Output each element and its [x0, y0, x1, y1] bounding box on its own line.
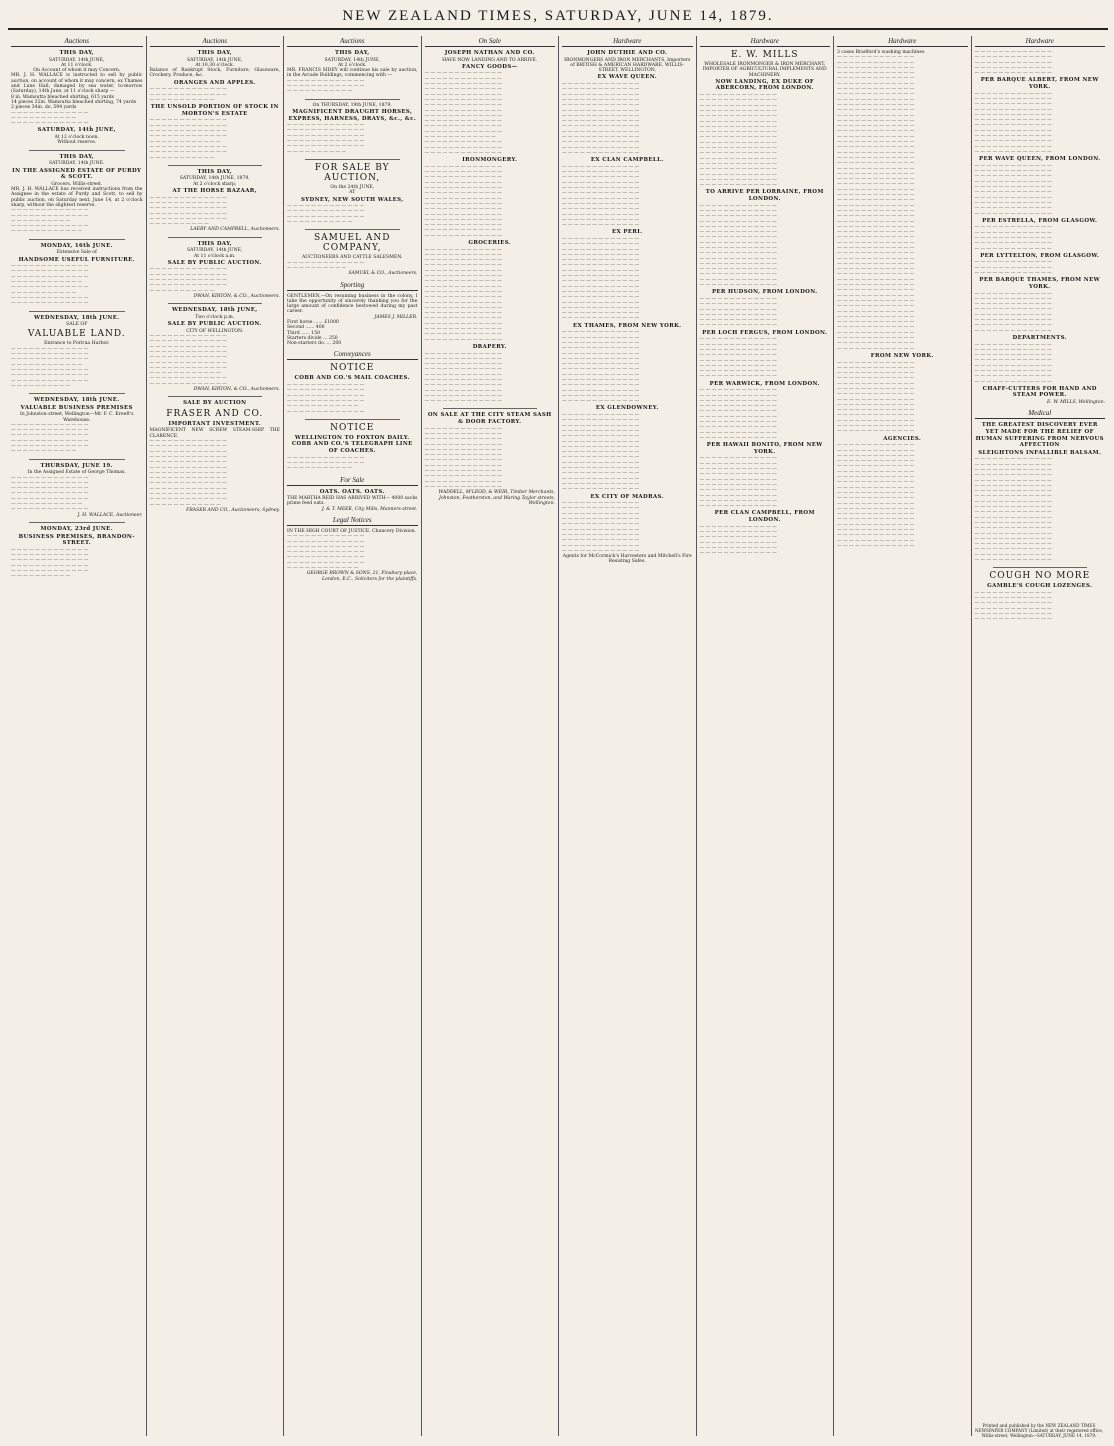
ad-line: On THURSDAY, 19th JUNE, 1879.: [312, 102, 392, 108]
text-filler: — — — — — — — — — — — — — — — — — — — — — — — — — — — — — — — — — — — — — — — — — — — — — — — — — — — — — — — — — — — — — — — — — — — — — — — — — — — — — —: [974, 590, 1052, 623]
text-filler: — — — — — — — — — — — — — — — — — — — — — — — — — — — — — — — — — — — — — — — — — — — — — — — — — — — — — — — — — — — — — — — — — — — — — — — — — — — — — — — — — — — — — — — — — — — — — — — — — — — — — — — — — — — — — — — — — — — — — — — — — — — — — — — — — — — — — — — — — — — — — — — — — — — — — — — — — — — — — — — — — — — — — — — — — — — — — — — — — — — — — — — — — — — — — — — — — — — — — — — — — — — — — — — —: [699, 203, 777, 289]
ad-line: 3 cases Bradford's washing machines: [837, 50, 925, 55]
ad-line: SATURDAY, 14th JUNE,: [187, 248, 243, 254]
divider: [168, 237, 263, 238]
ad-headline: NOTICE: [330, 363, 375, 374]
ad-line: SATURDAY, 14th JUNE.: [49, 161, 105, 167]
ad-wallace-shirting: [11, 50, 143, 146]
divider: [29, 393, 125, 394]
columns: [8, 36, 1108, 1436]
text-filler: — — — — — — — — — — — — — — — — — — — — — — — — — — — — — — — — — — — — — — — — — — — — — — — — — — — — — — — — — — — — — — — — — — — — — — — — — — — — — — — — — — — — — — — — — —: [11, 475, 89, 513]
ad-headline: SALE BY PUBLIC AUCTION.: [167, 321, 262, 328]
text-filler: — — — — — — — — — — — — — — — — — — — — — — — — — — — — — — — — — — — — — — — — — — — — — — — — — — — — — — — — — — — — — — — — — — — — — — — — — — — — — —: [699, 524, 777, 557]
divider: [29, 239, 125, 240]
ad-line: BUSINESS PREMISES, BRANDON-STREET.: [18, 533, 135, 547]
ad-line: PER BARQUE ALBERT, FROM NEW YORK.: [980, 77, 1099, 91]
ad-line: TO ARRIVE PER LORRAINE, FROM LONDON.: [705, 189, 824, 203]
text-filler: — — — — — — — — — — — — — — — — — — — — — — — — — — — — — — — — — — — — — — — — — — — — — — — — — — — — — — — — — — — — — — — — — — — — — — — — — — — — — — — — — — — — — — — — — — — — — — — — — — — — — — — — — — — — — — — — — — — — — — — — — — — — — — — — — — — — — — — — — — — — — — — — — — — — — — — — — — — — — — — — — — — — — — — — — — — — — — — — — — — — — —: [837, 360, 915, 435]
column-6: [696, 36, 834, 1436]
ad-purdy-scott: [11, 154, 143, 235]
ad-gamble: [975, 571, 1106, 622]
ad-headline: E. W. MILLS: [730, 50, 799, 60]
ad-horse-bazaar: [150, 169, 281, 233]
ad-cobb-mail: [287, 363, 418, 414]
section-head-on-sale: On Sale: [425, 37, 556, 47]
ad-line: At 12 o'clock noon.: [54, 135, 99, 141]
ad-line: CITY OF WELLINGTON.: [186, 328, 244, 334]
ad-body: GENTLEMEN,—On resuming business in the colony, I take the opportunity of sincerely thanking you for the large amount of confidence bestowed during my past career.: [287, 293, 418, 315]
ad-line: On the 24th JUNE,: [330, 184, 375, 190]
ad-item: 8 in. Wamsutta bleached shirting, 615 yards: [11, 94, 115, 100]
ad-foxton: [287, 423, 418, 472]
ad-line: AT THE HORSE BAZAAR,: [172, 188, 257, 195]
section-head-for-sale: For Sale: [287, 476, 418, 486]
ad-line: THIS DAY,: [197, 240, 233, 247]
ad-line: COBB AND CO.'S MAIL COACHES.: [294, 375, 410, 382]
ad-line: PER WARWICK, FROM LONDON.: [709, 380, 820, 387]
text-filler: — — — — — — — — — — — — — — — — — — — — — — — — — — — — — — — — — — — — — — — — — — — — — — — — — — — — — — — — — — — — — — — — — — — — — — — — — — — — — — — — — — — — — — — — — — — — — — — — — — — — — — — —: [974, 342, 1052, 385]
ad-body: MR. J. H. WALLACE is instructed to sell by public auction, on account of whom it may concern, ex Thames and Lune Hall, damaged by sea water, to-morrow (Saturday), 14th June, at 11 o'clock sharp —: [11, 73, 143, 95]
text-filler: — — — — — — — — — — — — — — — — — — — — — — — — — — — — — — — — — — — — — — — — — — — — — — — — — — — — — — — — — — — — — — — — — — — — — — — — — — — — — — — — — — — — — — — — — — — — — — — — — — — — — — — — — — — — — — — — — — — — — — — — — — — — — — — — — —: [699, 456, 777, 510]
ad-dwan-kirton-1: [150, 241, 281, 300]
ad-line: At 11 o'clock.: [60, 62, 93, 68]
ad-brandon-street: [11, 526, 143, 580]
ad-line: CHAFF-CUTTERS FOR HAND AND STEAM POWER.: [982, 385, 1097, 399]
divider: [29, 311, 125, 312]
text-filler: — — — — — — — — — — — — — — — — — — — — — — — — — — — — — — — — — — — — —: [287, 78, 365, 95]
ad-furniture: [11, 243, 143, 307]
ad-line: FANCY GOODS—: [462, 63, 518, 70]
ad-line: SALE OF: [66, 322, 88, 328]
section-head-auctions: Auctions: [150, 37, 281, 47]
ad-city-of-wellington: [150, 307, 281, 392]
ad-line: At 2 o'clock.: [337, 62, 367, 68]
ad-line: Grocers, Willis-street.: [51, 181, 103, 187]
ad-signature: GEORGE BROWN & SONS, 21, Finsbury-place, London, E.C., Solicitors for the plaintiffs.: [306, 571, 418, 582]
ad-line: PER HUDSON, FROM LONDON.: [711, 289, 818, 296]
section-head-hardware: Hardware: [700, 37, 831, 47]
ad-line: AUCTIONEERS AND CATTLE SALESMEN.: [301, 255, 403, 261]
ad-line: Extensive Sale of: [56, 250, 97, 256]
text-filler: — — — — — — — — — — — — — — — — — — — — — — — — — — — — — — — — — — — — — — — — — — — — — — — — — — — — — — — — — — — — — — — — — — — — — — — — — — —: [11, 547, 89, 580]
text-filler: — — — — — — — — — — — — — — — — — — — — — — — — — — — — — — — — — — — — — — — — — — — — — — — — — — — — — — — — — — — — — — — — — — — — — — — — — — — — — — — — — — — — — — — — — — — — — — — — — — — — — — — — — — — — — — — — — — — — — — — — — — — — — — — — — — — — — — — — — — — — — — — — — — — — — — — — — — — —: [974, 91, 1052, 155]
ad-headline: ON SALE AT THE CITY STEAM SASH & DOOR FACTORY.: [427, 412, 552, 426]
text-filler: — — — — — — — — — — — — — — — — — — — — — — — — — — — — — — — — — — — — — — — — — — — — — — — — — — — — — — — — — — — — — — — — — — — — — — — — — — —: [149, 195, 227, 228]
ad-headline: COUGH NO MORE: [989, 571, 1091, 582]
column-7: [833, 36, 971, 1436]
text-filler: — — — — — — — — — — — — — — — — — — — — — — — — — — — — — — — — — — — — — — — — — — — — — — — — — — — — — — — — — — — — — — — — — — — — — — — — — — — — — — — — — — — — — — — — — — — — — — — — — — — — — — — — — — — — — — — — — — — — — — — — — — — — — — — — — — — — — — — — — — — — — — — — — — — — — — — — — — — — — — — — — — — — — — — — — — — — — — — — — — — — — — — — — — — — — — — — — — — — — — — — — — — — — — — — — — — — — — — — — — — — — — — — — — — — — — — — — —: [699, 93, 777, 189]
text-filler: — — — — — — — — — — — — — — — — — — — — — — — — — — — — — — — — — — — — — — — — — — — — — — — — — — — — — — — — — — — — — — — — — — — — — — — — — — — — — —: [699, 296, 777, 329]
divider: [168, 165, 263, 166]
text-filler: — — — — — — — — — — — — — — — — — — — — — — — — — — — — — — — — — — — — — — — — — — — — — — — — — — — — — — — — — — — — — — — — — — — — — — — — — — — — — — — — — — — — — — — — — — — — — — — — — — — — — — — — — — — — — — — — — — — — — — — — — — — — — — — — — — — — — — — — — — — — — — — — — — — — — — — — — — — — — — — — — — — — — — — — — — — — — — — — — — — — — — — — — — — — — — — — — — — — — — — — — — — — — — — — — — — — — — — — — — — — — — — — — — — — — — — — — — — — — — — — — — — — — — — — — — — — — — — — — — — — — — — — — — — — — — — — — — — — — — — — — — — — — — — — — — — — — — — — — — — — — — — — — — — — — — — — — — — — — — — — — — — — — — — — — — — — — — — — — — — — — — — — — — — — — — — — — — — — — — — — — — — — — — — — — — — — — — — — — — — — — — — — — — — — — — — — — — — — — — — — — — — — — — — — — — — — — — — — — — — — — — — — — — — — — — — — — — — — — — — — — — — — — — — — — — — — — — — — — — — — — — — — — — — — — — — — — — — — — — — — — — — — — — — — — — — — — — — — — — — — — — — — — — — — — — — — — — — — — — — — — — — — — — — — — — — — — — — — — — — — — — — — — — — — — — — — — — — — — — — — — — — — — — — — — — — — — — — — — — — — — — — — — — — — — — — — — — — — — — — — — — — — — — — — — — — — — — — — — — — — — — — — — — — — — — — — — — — — — — — — — — — — — — — — — — — — — — — — — — — — — — — — — — — — — — — — — — — — — — — — — — — — — — — — — — — — — — — — — — — — — — — — — — — — — — — — — — — — — — — — — — — — — — — —: [837, 55, 915, 352]
ad-legal: [287, 529, 418, 582]
ad-oats: [287, 489, 418, 512]
column-2: [146, 36, 284, 1436]
ad-samuel: [287, 233, 418, 276]
section-head-hardware: Hardware: [837, 37, 968, 47]
ad-headline: THE GREATEST DISCOVERY EVER YET MADE FOR THE RELIEF OF HUMAN SUFFERING FROM NERVOUS AFFECTION: [975, 422, 1104, 449]
ad-line: AT: [349, 190, 356, 196]
section-head-legal: Legal Notices: [287, 516, 418, 526]
ad-body: IN THE HIGH COURT OF JUSTICE. Chancery Division.: [287, 529, 417, 534]
text-filler: — — — — — — — — — — — — — — — — — — — — — — — — — — — — — — — — — — — — — — — — — — — — — — — — — — — — — — — — — — — — — — — — — — — — — — — — — — — — — — — — — — — — — — — — — — — — — — — — — — — — —: [149, 118, 227, 161]
ad-signature: FRASER AND CO., Auctioneers, Sydney.: [186, 507, 280, 513]
ad-sporting: [287, 294, 418, 347]
ad-line: WEDNESDAY, 18th JUNE.: [33, 314, 120, 321]
divider: [29, 150, 125, 151]
section-head-medical: Medical: [975, 409, 1106, 419]
ad-line: EX GLENDOWNEY.: [595, 405, 659, 412]
ad-signature: DWAN, KIRTON, & CO., Auctioneers.: [193, 293, 280, 299]
text-filler: — — — — — — — — — — — — — — — — — — — — — — — — — — — — — — — — — — — — — — — — — — — — — — — — — — — — — — — — — — — — — — — — — — — — — — — — — — — — — — — — — — — — — — — — — — — — — — — — — — — — — — — — — — — — — — — — — — — — — — — — — — — — — — — — — — — — — — — — — — — — — — — — — — — — — — — — — — — — — — — — — — — — — — — — — — — — — — — — — — — — — —: [424, 164, 502, 239]
ad-line: On Account of whom it may Concern.: [33, 68, 121, 74]
ad-nathan: [425, 50, 556, 404]
ad-item: 14 pieces 32in. Wamsutta bleached shirting, 74 yards: [11, 99, 137, 105]
text-filler: — — — — — — — — — — — — — — — — — — — — — — — — — — — — — — — — — — — — — — — — — — — — — — — — — —: [287, 204, 365, 226]
ad-line: VALUABLE BUSINESS PREMISES: [20, 404, 133, 411]
text-filler: — — — — — — — — — — — — — — — — — — — — — — — — — — — — — — — — — — — — — — — — — — — — — — — — — — — — — — — — — — — — — — — — — — — — — — — — — — — — — — — — — — — — — — — — — — — — — — — — — — — — — — — — — — — — — — — — — — — — — — — — — — — — — — — — — — — — — — — — — — — — — — — — — — — — — — — — — — — — — — — — — — — — — — — — — — — — — — — — — — — — — —: [562, 330, 640, 405]
ad-line: AGENCIES.: [883, 435, 922, 442]
text-filler: — — — — — — — — — — — — — — — — — — — — — — — — — — — — — — — — — — — — —: [287, 455, 365, 472]
ad-headline: JOHN DUTHIE AND CO.: [587, 50, 668, 56]
text-filler: — — — — — — — — — — — — — — — — — — — — — — — — — — — — — — — — — — — — — — — — — — — — — — — — — — — — — — — — — — — — — — — — — — — — — — — — — — — — — — — — — — — — — — — — — — — — — — — — — — — — — — — — — — — — — — — — — — — — — — — — — — — — — — — — — —: [562, 501, 640, 554]
text-filler: — — — — — — — — — — — — — — — — — — — — — — — — — — — — — — — — — — — — — — — — — — — — — — — — — — — — — — — — — — — — — — — — — — — — — — — — — — — — — — — — — — — — — — — — — — — — — — — — — — — — — — — — — — — — — — — — — — — — — — — — — — — — — — — — — — — — — — — — — — — — — — — — — — — — — — — — — — — — — — — — — — — — — — — — — — — — — — — — — — — — — — — — — — — — — — — — — — — — — — — — — — — — — — —: [424, 71, 502, 156]
ad-mills-barques: [975, 50, 1106, 405]
divider: [29, 459, 125, 460]
ad-mills-cont: [837, 50, 968, 549]
ad-headline: SALE BY PUBLIC AUCTION.: [167, 259, 262, 266]
ad-line: PER WAVE QUEEN, FROM LONDON.: [979, 156, 1101, 163]
ad-headline: JOSEPH NATHAN AND CO.: [444, 50, 535, 56]
text-filler: — — — — — — — — — — — — — — — — — — — — — — — — — — — — — — — — — — — — — — — — — — — — — — — — — — — — — — — — — — — — — — — — — — — — — — — — — — — — — — — — — — — — — — — — — — — — — — — — — — — — — — — — — — — — — — — — — — — — — — — — — — — — — — — — — — — — — — — — — — — — — — — — — — — — — — — — — — — — — — — — — — — — — — — — — — — — — — — — — — — — — — — — — — — — — — — — — — —: [562, 413, 640, 493]
divider: [305, 159, 400, 160]
column-5: [558, 36, 696, 1436]
ad-line: EX CITY OF MADRAS.: [590, 493, 664, 500]
ad-line: IMPORTER OF AGRICULTURAL IMPLEMENTS AND MACHINERY.: [702, 67, 827, 78]
ad-headline: ORANGES AND APPLES.: [173, 79, 256, 86]
ad-line: SATURDAY, 14th JUNE, 1879,: [179, 176, 250, 182]
ad-headline: FOR SALE BY AUCTION,: [314, 162, 390, 183]
ad-body: MR. FRANCIS SIDEY will continue his sale by auction, in the Arcade Buildings, commencing with —: [287, 68, 418, 79]
divider: [168, 396, 263, 397]
text-filler: — — — — — — — — — — — — — — — — — — — — — — — — — — — — — — — — — — — — — — — — — — — — — — — — — — — — — — — — — — — — — — — — — — — — — — — — — — — — — — — — — — — — — — — — — — — — — — — — — — — — — — — — — — — — — — — — — — — — — — — — — — — — — — — — — —: [424, 351, 502, 405]
ad-line: DRAPERY.: [472, 343, 507, 350]
ad-line: THIS DAY,: [59, 50, 95, 56]
ad-line: WELLINGTON TO FOXTON DAILY. COBB AND CO.'S TELEGRAPH LINE OF COACHES.: [291, 434, 413, 455]
text-filler: — — — — — — — — — — — — — — — — — — — — — — —: [287, 260, 365, 271]
ad-sleightons: [975, 422, 1106, 563]
ad-sidey: [287, 50, 418, 95]
text-filler: — — — — — — — — — — — — — — — — — — — — — — — — — — — — — — — — — — — — —: [11, 110, 89, 127]
ad-line: IRONMONGERS AND IRON MERCHANTS, Importers of BRITISH & AMERICAN HARDWARE, WILLIS-STREET, WELLINGTON,: [564, 57, 691, 74]
ad-body: THE MARTHA REID HAS ARRIVED WITH— 4000 sacks prime feed oats.: [287, 496, 418, 507]
text-filler: — — — — — — — — — — — — — — — — — — — — — — — — — — — — — — — — — — — — — — — — — — — — — — — — — — — — — — — — — — — — — — — — — — — — — — — — — — — — — — — — — — — — — — — — — — — — — — — — — — — — — — — — — — — — — — — — — — — — — — — — — — — — — — — — — — — — — — — — — — — — — — — — — — — — — — — — — — — — — — — — — — — — — — — — — — — — — — — — — — — — — —: [562, 82, 640, 156]
ad-line: SYDNEY, NEW SOUTH WALES,: [300, 196, 404, 203]
text-filler: — — — — — — — — — — — — — — — — — — — — — — — — — — — — — — — — — — — — — — — — — — — — — — — — — — — — — — — — — — — — — — — — — — — — — — — — — — — — — — — — — — — — — — — — — — — — — — — — — — — — — — — — — — — — — — — — — — — — — — — — — — — — — — — — — — — — — — — — — — — — — — — — — — — — — — — — — — — — — — — — — — — — — — — —: [149, 439, 227, 508]
section-head-hardware: Hardware: [975, 37, 1106, 47]
ad-bankrupt-stock: [150, 50, 281, 161]
text-filler: — — — — — — — — — — — — — — — — — — — — — — — — — — — — — — — — — — — — — — — — — — — — — — — — — — — — — — — — — — — — — — — — — — — — — — — — — — — — — — — — — — — — — — — — — — — — — — — — — — — — — — — —: [974, 291, 1052, 334]
ad-line: GAMBLE'S COUGH LOZENGES.: [987, 583, 1093, 590]
ad-signature: WADDELL, M'LEOD, & WEIR, Timber Merchants, Johnston, Featherston, and Waring Taylor streets, Wellington.: [438, 490, 555, 506]
ad-clarence: [150, 400, 281, 513]
divider: [443, 408, 538, 409]
text-filler: — — — — — — — — — — — — — — — — — — — — — — — — — — — — — — — — — — — — — — — — — — — — — — — — — — — — — — — — — — — — — — — — — — — — — — — — — — — — — — — — — — — — — — — — — — — — — — — — — — — — —: [11, 264, 89, 307]
ad-line: SATURDAY, 14th JUNE,: [37, 127, 116, 134]
ad-line: PER CLAN CAMPBELL, FROM LONDON.: [714, 510, 815, 524]
divider: [305, 229, 400, 230]
ad-signature: LAERY AND CAMPBELL, Auctioneers.: [190, 227, 280, 233]
text-filler: — — — — — — — — — — — — — — — — — — — — — — — — — — — — — — — — — — — — — — — — — — — — — — — — — — — — — — — — — — — — — — — — — — — — — — — — — — — — — — — — — — — — — — — — — — — — — — — — — — — — — — — — — — — — — — — — — — — — — — — — — — — — — — — — — — — — — — — — — — — — — — — — — — — — — — — — — — — — — — — — — — — — — — — — — — — — — — — — — — — — — — — — — — — — — — — — — — — — — — — — — — — — — — — —: [562, 236, 640, 322]
text-filler: — — — — — — — — — — — — — — — — — — — — — — — — — — — — — — — — — — — — — — — — — — — — — — — — — — — — — — — — — — — — — — — — — — — — — — — — — — — — — — — — — — — — — — — — — — — — — — — — — — — — — — — — — — — — — — — — — — — — — — — — — — — — — — — — — —: [974, 163, 1052, 217]
ad-line: Entrance to Porirua Harbor.: [44, 341, 110, 347]
sweep-row: Non-starters do. ... 200: [287, 341, 342, 347]
ad-line: EX PERI.: [612, 229, 643, 236]
ad-land: [11, 315, 143, 390]
ad-line: SATURDAY, 14th JUNE,: [324, 57, 380, 63]
text-filler: — — — — — — — — — — — — — — — — — — — — — — — — — — — — — — — — — — — — — — — — — — — — — — — — — — — — — — — — — — — — —: [11, 208, 89, 235]
ad-signature: E. W. MILLS, Wellington.: [1046, 400, 1105, 406]
text-filler: — — — — — — — — — — — — — — — — — — — — — — — — — — — — — — — — — — — — — — — — — — — — — — — — — — — — — — — — — — — — — — — — —: [974, 225, 1052, 252]
ad-line: IMPORTANT INVESTMENT.: [168, 420, 262, 427]
text-filler: — — — — — — — — — — — — — — — — — — — — — — — — — — — — — — — — — — — — — — — — — — — — — — — — — — — — — — — — — — — — — — — — — — — — — — — — — — — — — — — — — — — — — — — — — — — — — — — — — — — — — — — — — — — — — — — — — — — — — — — — — — — — — — — — — —: [699, 388, 777, 441]
text-filler: — — — — — — — — — — — — — — — — — — — — — — — — — — — — — — — — — — — — — — — — — — — — — — — — — — — — — — — — — — — — — — — — — — — — — — — — — — — — — — — — — — — — — — — — — — — — — — — — — — — — — — — — — — — — — — — — — — — — — — — — — — — — — — — — — — — — — — — — — — — — — — — — — — — — — — — — — — — — — — — — — — — — — — — — — — — — — — — — — — — — — — — — — — — — — — — — — — — — — — — — — — — — — — — — — — — — — — — — — — — — — — — — — — — — — — — — — —: [424, 247, 502, 343]
ad-signature: J. & T. MEEK, City Mills, Manners-street.: [321, 506, 418, 512]
ad-line: WEDNESDAY, 18th JUNE.: [33, 397, 120, 404]
sweep-row: Second ...... 400: [287, 325, 325, 331]
ad-line: SATURDAY, 14th JUNE,: [187, 57, 243, 63]
ad-line: THIS DAY,: [197, 50, 233, 56]
text-filler: — — — — — — — — — — — — — — — — — — — — — — — — — — — — — — — — — — — — — — — — — — — — — — — — — — — — — — — — — — — — — — — — —: [974, 50, 1052, 77]
text-filler: — — — — — — — — — — — — — — — — — — — — — — — — — — — — — — — — — — — — — — — — — — — — — — — — — — — — — — — — — — — — — — — — — — — — — — — — — — — — — — — — — — — — — — — — — — — — — — — — — — — — — — — — — — — — — — — — — — — — — — — — — — — — — — — — — — — — — — — — — — — — — — — — — — — — — — — — — — — —: [562, 164, 640, 229]
ad-steam-factory: [425, 412, 556, 506]
ad-line: EX CLAN CAMPBELL.: [590, 157, 664, 164]
column-1: [8, 36, 146, 1436]
ad-headline: MAGNIFICENT DRAUGHT HORSES, EXPRESS, HARNESS, DRAYS, &c., &c.: [288, 108, 417, 122]
ad-line: PER LOCH FERGUS, FROM LONDON.: [702, 329, 828, 336]
ad-line: SATURDAY, 14th JUNE,: [49, 57, 105, 63]
column-4: [421, 36, 559, 1436]
ad-line: WEDNESDAY, 18th JUNE,: [171, 307, 258, 314]
section-head-sporting: Sporting: [287, 281, 418, 291]
text-filler: — — — — — — — — — — — — — — — — — — — — — — — — — — — — — — — — — — — — — — — — — — — — — — — — — — — — — — — — — — — — — — — — — — — — — — — — — — — — — — — — — — — — — — — — — — — — — — — — — — — — — — — — — — — — — — — — — — — — — — — — — — — — — — — — — — — — — — — — — — — — — — — — — — — — — — — — — — — — — — — — — — — — — — — — — — — — — — — — — — — — — — — — — — — — — — — — — — — — — — — — — — — — — — — — — — — — — — — — — — — — — — — — — — — — — — — — — — — — — — — — — — — — — — — — — — — — — — — — — — — —: [974, 457, 1052, 563]
ad-ocean-queen: [287, 163, 418, 225]
ad-line: THIS DAY,: [197, 168, 233, 175]
text-filler: — — — — — — — — — — — — — — — — — — — — — — — — — — — — — — — — — — — — — — — — — — — — — — — — — — — — — — — — — — — — — — — — — — — — — — — — — — — —: [11, 422, 89, 455]
ad-line: In Johnston-street, Wellington—Mr. F. C. Kreeft's Warehouse.: [19, 412, 134, 423]
text-filler: — — — — — — — — — — — — — — — — — — — — — — — — — — — — — — — — — — — — — — — — — — — — — — — — — — — — — — — — — — — — — — —: [149, 267, 227, 294]
ad-line: WHOLESALE IRONMONGER & IRON MERCHANT,: [704, 62, 826, 67]
ad-line: Two o'clock p.m.: [195, 314, 235, 320]
printer-imprint: Printed and published by the NEW ZEALAND TIMES NEWSPAPER COMPANY (Limited) at their registered office, Willis-street, Wellington—SATURDAY, JUNE 14, 1879.: [974, 1423, 1104, 1438]
divider: [29, 522, 125, 523]
ad-line: NOW LANDING, EX DUKE OF ABERCORN, FROM LONDON.: [715, 78, 815, 92]
ad-line: EX THAMES, FROM NEW YORK.: [573, 322, 682, 329]
ad-item: 2 pieces 34in. do. 594 yards: [11, 105, 77, 111]
ad-line: IRONMONGERY.: [462, 157, 518, 164]
text-filler: — — — — — — — — — — — — — — — — — — — — — — — — — — — — — — — — — — — — — — — — — — — — — — — — — — — — — — — — — — — — — — — — — — — — — — — — — — — — —: [287, 383, 365, 415]
text-filler: — — — — — — — — — — — — — — — — — — — — — — — — — — — — — — — — — — — — — — — — — — — — — — — — — — — — — — — — — — — — — — — — — — — — — — — — — — — — — — — — — — — — — — — — — — — — — — — — — — — —: [11, 346, 89, 389]
ad-business-premises: [11, 397, 143, 455]
section-head-hardware: Hardware: [562, 37, 693, 47]
ad-george-thomas: [11, 463, 143, 518]
ad-line: SALE BY AUCTION: [183, 400, 247, 407]
ad-line: PER BARQUE THAMES, FROM NEW YORK.: [979, 277, 1101, 290]
ad-line: PER HAWAII BONITO, FROM NEW YORK.: [706, 442, 823, 455]
divider: [993, 567, 1088, 568]
ad-line: HAVE NOW LANDING AND TO ARRIVE.: [442, 57, 538, 63]
ad-signature: J. H. WALLACE, Auctioneer.: [77, 512, 143, 518]
ad-draught-horses: [287, 103, 418, 155]
ad-duthie: [562, 50, 693, 565]
section-head-auctions: Auctions: [287, 37, 418, 47]
ad-headline: VALUABLE LAND.: [27, 329, 126, 340]
ad-line: At 2 o'clock sharp,: [193, 181, 237, 187]
ad-line: At 11 o'clock a.m.: [193, 253, 236, 259]
ad-line: In the Assigned Estate of George Thomas.: [27, 470, 126, 476]
ad-line: SLEIGHTONS INFALLIBLE BALSAM.: [978, 449, 1102, 456]
section-head-conveyances: Conveyances: [287, 350, 418, 360]
ad-body: MR. J. H. WALLACE has received instructions from the Assignee in the estate of Purdy and Scott, to sell by public auction, on Saturday next, June 14, at 2 o'clock sharp, without the slightest reserve.: [11, 187, 143, 208]
ad-line: Without reserve.: [57, 140, 97, 146]
ad-signature: DWAN, KIRTON, & CO., Auctioneers.: [193, 387, 280, 392]
text-filler: — — — — — — — — — — — — — — — — — — — — — — — — — — — — — — — — — — — — —: [149, 87, 227, 103]
text-filler: — — — — — — — — — — — — — — — — — — — — — — — — — — — — — — — — — — — — — — — — — — — — — — — — — — — — — — — — — — — — — — — — — — — — — — — — — — — — — — — — — — — — — — — — — — — — — — — — — — — — — — — — — — — — — — — — — — — — — — — — — — — — — — — — — — — — — — — — — — — — — — — — — — — — — — — — — — — —: [424, 426, 502, 490]
text-filler: — — — — — — — — — — — — — — — — — — — — — — — — — — — — — — — — — — — — — — — — — — — — — — — — — — — — — — — — — — — — — — — — — — — — — — — — — — — — — — — — — — — — — — — — — — — — — — — — — — — — — — — — — — — — — — — — — — — — — — — — — — — — — — — — —: [149, 334, 227, 387]
ad-signature: JAMES J. MILLER.: [374, 314, 418, 320]
divider: [168, 303, 263, 304]
text-filler: — — — — — — — — — — — — — — — — — — — — — — — — — — — — — — — — — — — — — — — — — — — — — — — — — — — — — — — — — — — — — — — — — — — — — — — — — — — — — — — — — — — — — — — — — —: [287, 534, 365, 572]
sweep-row: First horse ...... £1000: [287, 319, 339, 325]
ad-line: At 10.30 o'clock.: [195, 62, 235, 68]
ad-headline: NOTICE: [330, 422, 375, 433]
ad-body: MAGNIFICENT NEW SCREW STEAM-SHIP THE CLARENCE.: [149, 428, 280, 439]
divider: [305, 99, 400, 100]
sweep-row: Starters divide ... 250: [287, 335, 338, 341]
text-filler: — — — — — — — — — — — — — — — — — — — — — — — — — — — — — — — — — — — — — — — — — — — — — — — — — — — — — — — — — — — — — — — — — — — — — — — — — — —: [287, 123, 365, 155]
ad-body: Balance of Bankrupt Stock, Furniture, Glassware, Crockery, Produce, &c.: [149, 68, 280, 79]
ad-line: PER ESTRELLA, FROM GLASGOW.: [982, 217, 1098, 224]
text-filler: — — — — — — — — — — — — — — — — — — — — — — — — — — — — — — — — — — — — — — — — — — — — — — — — — — — — — — — — — — — — — — — — — — — — — — — — — — — — — — — — — — — — — — — — — — — — — — — — — — — — — — — —: [699, 337, 777, 380]
ad-line: THIS DAY,: [59, 153, 95, 160]
masthead: NEW ZEALAND TIMES, SATURDAY, JUNE 14, 1879.: [8, 8, 1108, 30]
ad-line: HANDSOME USEFUL FURNITURE.: [18, 256, 135, 263]
ad-headline: SAMUEL AND COMPANY,: [314, 233, 391, 254]
text-filler: — — — — — — — — — — — — — — — — — — — — — — — — — — — — — — — — — — — — — — — — — — — — — — — — — — — — — — — — — — — — — — — — — — — — — — — — — — — — — — — — — — — — — — — — — — — — — — — — — — — — — — — — — — — — — — — — — — — — — — — — — — — — — — — — — — — — — — — — — — — — — — — — — — — — — — — — — — — — — — — — — — — — — — — — — — — — — — — — — — — — — — — — — — — — — — — — — — — — — — — — — — — — — — — — — — — — — — — — — — — — — — — — — — — — — — — — — — — — — — — — — — — — — — — — — — — — — — — — — — — —: [837, 443, 915, 549]
ad-headline: THE UNSOLD PORTION OF STOCK IN MORTON'S ESTATE: [150, 104, 279, 117]
ad-line: GROCERIES.: [468, 239, 512, 246]
ad-headline: OATS. OATS. OATS.: [319, 488, 385, 495]
column-8: [971, 36, 1109, 1436]
ad-line: MONDAY, 16th JUNE.: [40, 242, 113, 249]
newspaper-page: [8, 6, 1108, 1438]
ad-line: DEPARTMENTS.: [1012, 334, 1067, 341]
ad-headline: FRASER AND CO.: [166, 408, 264, 419]
column-3: [283, 36, 421, 1436]
ad-line: IN THE ASSIGNED ESTATE OF PURDY & SCOTT.: [12, 167, 142, 181]
ad-line: EX WAVE QUEEN.: [597, 74, 657, 81]
ad-line: PER LYTTELTON, FROM GLASGOW.: [980, 252, 1100, 259]
ad-mills: [700, 50, 831, 556]
ad-line: THURSDAY, JUNE 19.: [40, 462, 113, 469]
ad-line: MONDAY, 23rd JUNE.: [40, 525, 113, 532]
ad-line: FROM NEW YORK.: [870, 352, 934, 359]
sweep-row: Third ...... 150: [287, 330, 321, 336]
section-head-auctions: Auctions: [11, 37, 143, 47]
text-filler: — — — — — — — — — — — — — — — — — — — — — — — — — — — — — — — — — — — — — — —: [974, 260, 1052, 277]
ad-signature: SAMUEL & CO., Auctioneers.: [348, 271, 418, 277]
ad-line: THIS DAY,: [334, 50, 370, 56]
ad-line: Agents for McCormick's Harvesters and Mitchell's Fire Resisting Safes.: [562, 554, 692, 565]
divider: [305, 419, 400, 420]
